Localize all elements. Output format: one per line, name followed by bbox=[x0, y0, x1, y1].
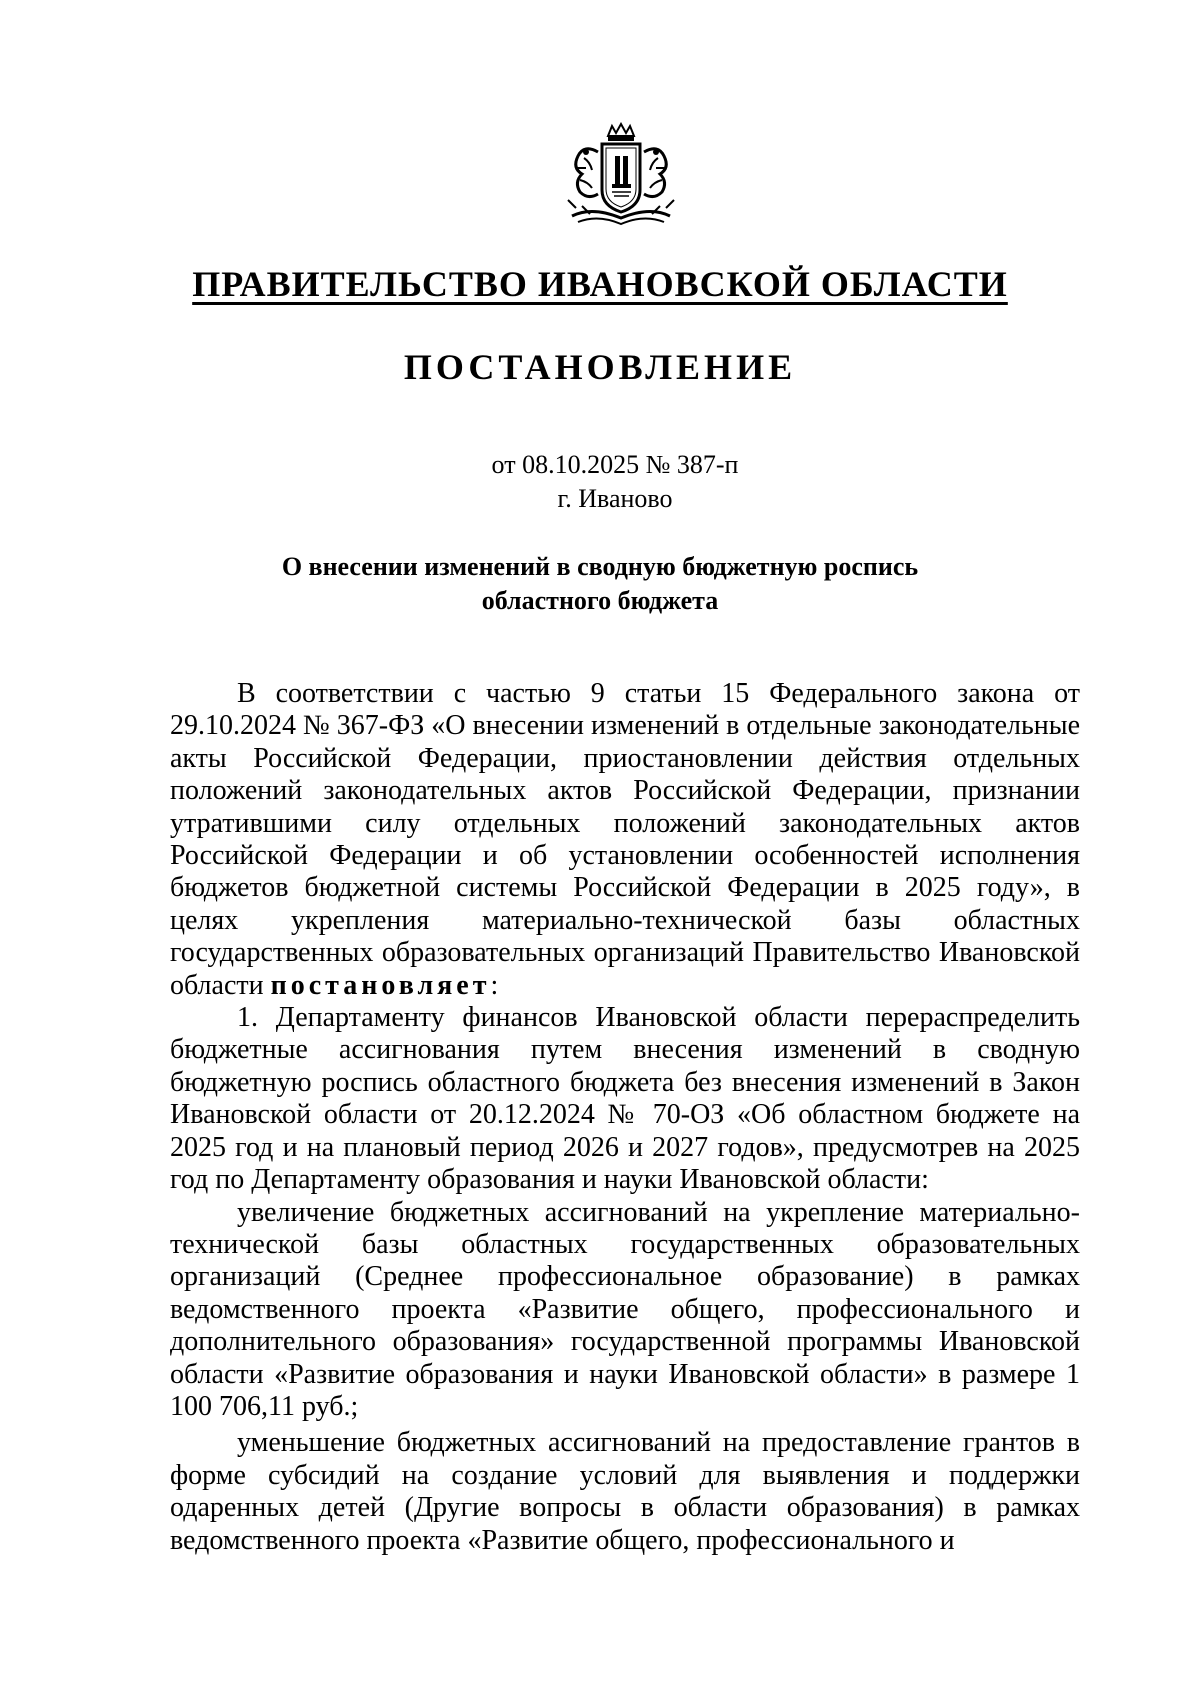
preamble-paragraph bbox=[170, 678, 1080, 1002]
subject-line-2: областного бюджета bbox=[481, 586, 719, 615]
decrease-paragraph: уменьшение бюджетных ассигнований на предоставление грантов в форме субсидий на создание условий для выявления и поддержки одаренных детей (Другие вопросы в области образования) в рамках ведомственного проекта «Развитие общего, профессионального и bbox=[170, 1427, 1080, 1556]
coat-of-arms-icon bbox=[562, 122, 680, 230]
document-meta bbox=[0, 448, 1200, 516]
preamble-text: В соответствии с частью 9 статьи 15 Федерального закона от 29.10.2024 № 367-ФЗ «О внесении изменений в отдельные законодательные акты Российской Федерации, приостановлении действия отдельных положений законодательных актов Российской Федерации, признании утратившими силу отдельных положений законодательных актов Российской Федерации и об установлении особенностей исполнения бюджетов бюджетной системы Российской Федерации в 2025 году», в целях укрепления материально-технической базы областных государственных образовательных организаций Правительство Ивановской области bbox=[170, 678, 1080, 1001]
document-type-heading: ПОСТАНОВЛЕНИЕ bbox=[403, 347, 797, 387]
document-body bbox=[170, 678, 1080, 1557]
date-and-number: от 08.10.2025 № 387-п bbox=[491, 450, 739, 479]
subject-line-1: О внесении изменений в сводную бюджетную роспись bbox=[281, 552, 919, 581]
government-name: ПРАВИТЕЛЬСТВО ИВАНОВСКОЙ ОБЛАСТИ bbox=[192, 264, 1008, 304]
document-subject bbox=[0, 550, 1200, 618]
increase-paragraph: увеличение бюджетных ассигнований на укрепление материально-технической базы областных государственных образовательных организаций (Среднее профессиональное образование) в рамках ведомственного проекта «Развитие общего, профессионального и дополнительного образования» государственной программы Ивановской области «Развитие образования и науки Ивановской области» в размере 1 100 706,11 руб.; bbox=[170, 1196, 1080, 1422]
decree-colon: : bbox=[490, 969, 499, 1001]
decree-word: постановляет bbox=[270, 969, 491, 1001]
city: г. Иваново bbox=[557, 484, 673, 513]
item-1-paragraph: 1. Департаменту финансов Ивановской области перераспределить бюджетные ассигнования путем внесения изменений в сводную бюджетную роспись областного бюджета без внесения изменений в Закон Ивановской области от 20.12.2024 № 70-ОЗ «Об областном бюджете на 2025 год и на плановый период 2026 и 2027 годов», предусмотрев на 2025 год по Департаменту образования и науки Ивановской области: bbox=[170, 1002, 1080, 1196]
